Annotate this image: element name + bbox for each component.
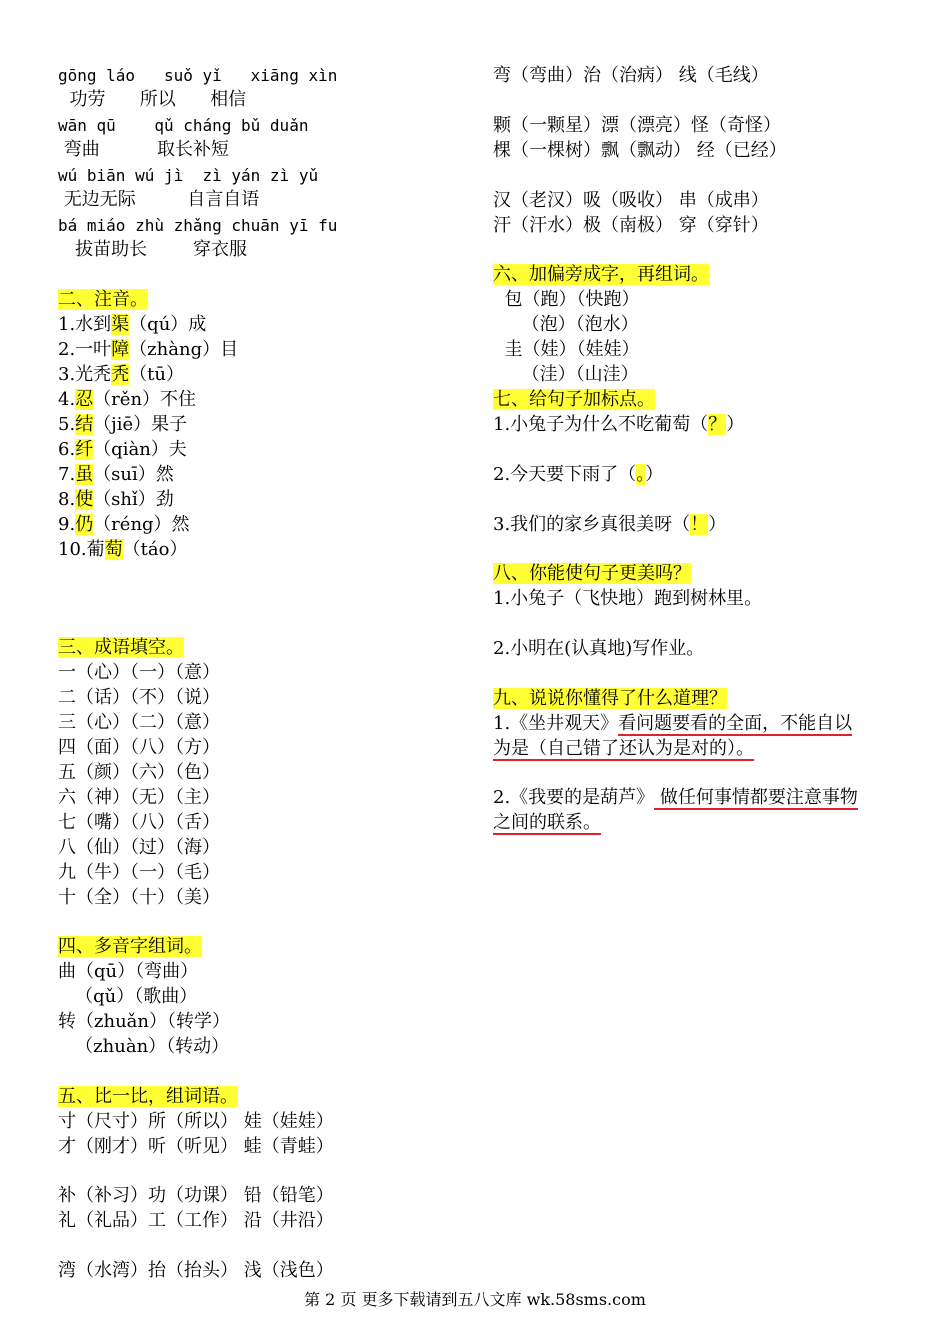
pinyin-line-4: bá miáo zhù zhǎng chuān yī fu bbox=[58, 216, 338, 235]
s2-item: 10.葡萄（táo） bbox=[58, 539, 188, 560]
section-4-title: 四、多音字组词。 bbox=[58, 936, 202, 957]
s7-item: 1.小兔子为什么不吃葡萄（？） bbox=[493, 414, 745, 435]
section-6-title: 六、加偏旁成字，再组词。 bbox=[493, 264, 709, 285]
s6-item: （洼）（山洼） bbox=[493, 364, 639, 385]
compare-line: 弯（弯曲）治（治病） 线（毛线） bbox=[493, 65, 769, 86]
s4-item: （qǔ）（歌曲） bbox=[58, 986, 198, 1007]
s6-item: （泡）（泡水） bbox=[493, 314, 639, 335]
s4-item: 曲（qū）（弯曲） bbox=[58, 961, 199, 982]
s6-item: 圭（娃）（娃娃） bbox=[493, 339, 640, 360]
section-5-title: 五、比一比，组词语。 bbox=[58, 1086, 238, 1107]
s3-item: 八（仙）（过）（海） bbox=[58, 837, 220, 858]
s2-item: 1.水到渠（qú）成 bbox=[58, 314, 207, 335]
s9-answer-1: 1.《坐井观天》看问题要看的全面，不能自以 bbox=[493, 713, 853, 734]
s3-item: 九（牛）（一）（毛） bbox=[58, 862, 220, 883]
s5-item: 礼（礼品）工（工作） 沿（井沿） bbox=[58, 1210, 334, 1231]
hanzi-line-2: 弯曲 取长补短 bbox=[58, 139, 229, 160]
s3-item: 六（神）（无）（主） bbox=[58, 787, 220, 808]
s2-item: 3.光秃秃（tū） bbox=[58, 364, 185, 385]
hanzi-line-3: 无边无际 自言自语 bbox=[58, 189, 260, 210]
s2-item: 5.结（jiē）果子 bbox=[58, 414, 188, 435]
compare-line: 汗（汗水）极（南极） 穿（穿针） bbox=[493, 215, 769, 236]
s8-item: 2.小明在(认真地)写作业。 bbox=[493, 638, 705, 659]
s2-item: 8.使（shǐ）劲 bbox=[58, 489, 174, 510]
s3-item: 三（心）（二）（意） bbox=[58, 712, 220, 733]
s2-item: 9.仍（réng）然 bbox=[58, 514, 190, 535]
pinyin-line-3: wú biān wú jì zì yán zì yǔ bbox=[58, 166, 319, 185]
pinyin-line-1: gōng láo suǒ yǐ xiāng xìn bbox=[58, 66, 338, 85]
s7-item: 2.今天要下雨了（。） bbox=[493, 464, 664, 485]
s5-item: 寸（尺寸）所（所以） 娃（娃娃） bbox=[58, 1111, 334, 1132]
s9-answer-1-cont: 为是（自己错了还认为是对的）。 bbox=[493, 738, 754, 759]
compare-line: 棵（一棵树）飘（飘动） 经（已经） bbox=[493, 140, 787, 161]
s5-item: 才（刚才）听（听见） 蛙（青蛙） bbox=[58, 1136, 334, 1157]
s3-item: 十（全）（十）（美） bbox=[58, 887, 220, 908]
s2-item: 7.虽（suī）然 bbox=[58, 464, 174, 485]
s5-item: 补（补习）功（功课） 铅（铅笔） bbox=[58, 1185, 334, 1206]
page-footer: 第 2 页 更多下载请到五八文库 wk.58sms.com bbox=[304, 1290, 646, 1309]
section-2-title: 二、注音。 bbox=[58, 289, 148, 310]
s3-item: 二（话）（不）（说） bbox=[58, 687, 220, 708]
s3-item: 七（嘴）（八）（舌） bbox=[58, 812, 220, 833]
hanzi-line-4: 拔苗助长 穿衣服 bbox=[58, 239, 247, 260]
s2-item: 4.忍（rěn）不住 bbox=[58, 389, 197, 410]
s8-item: 1.小兔子（飞快地）跑到树林里。 bbox=[493, 588, 763, 609]
s7-item: 3.我们的家乡真很美呀（！） bbox=[493, 514, 727, 535]
compare-line: 汉（老汉）吸（吸收） 串（成串） bbox=[493, 190, 769, 211]
s9-answer-2: 2.《我要的是葫芦》 做任何事情都要注意事物 bbox=[493, 787, 858, 808]
s3-item: 一（心）（一）（意） bbox=[58, 662, 220, 683]
s2-item: 2.一叶障（zhàng）目 bbox=[58, 339, 239, 360]
s2-item: 6.纤（qiàn）夫 bbox=[58, 439, 187, 460]
section-7-title: 七、给句子加标点。 bbox=[493, 389, 655, 410]
pinyin-line-2: wān qū qǔ cháng bǔ duǎn bbox=[58, 116, 309, 135]
section-9-title: 九、说说你懂得了什么道理？ bbox=[493, 688, 727, 709]
s4-item: 转（zhuǎn）（转学） bbox=[58, 1011, 230, 1032]
s4-item: （zhuàn）（转动） bbox=[58, 1036, 230, 1057]
s6-item: 包（跑）（快跑） bbox=[493, 289, 640, 310]
hanzi-line-1: 功劳 所以 相信 bbox=[58, 89, 247, 110]
section-8-title: 八、你能使句子更美吗？ bbox=[493, 563, 691, 584]
s5-item: 湾（水湾）抬（抬头） 浅（浅色） bbox=[58, 1260, 334, 1281]
s9-answer-2-cont: 之间的联系。 bbox=[493, 812, 601, 833]
section-3-title: 三、成语填空。 bbox=[58, 637, 184, 658]
s3-item: 五（颜）（六）（色） bbox=[58, 762, 220, 783]
s3-item: 四（面）（八）（方） bbox=[58, 737, 220, 758]
compare-line: 颗（一颗星）漂（漂亮）怪（奇怪） bbox=[493, 115, 781, 136]
